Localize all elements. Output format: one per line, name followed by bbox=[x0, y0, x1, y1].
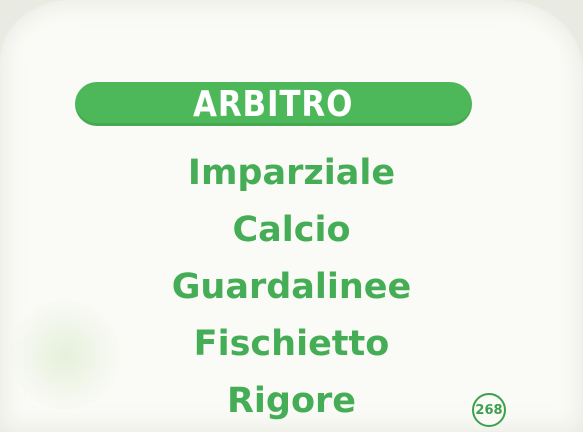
forbidden-word-2: Calcio bbox=[232, 210, 351, 250]
card-number-badge bbox=[472, 393, 506, 427]
forbidden-word-3: Guardalinee bbox=[171, 267, 412, 307]
forbidden-word-4: Fischietto bbox=[193, 324, 390, 364]
card-title-bar bbox=[75, 82, 472, 126]
forbidden-word-list bbox=[0, 145, 583, 430]
card-title: ARBITRO bbox=[193, 83, 354, 125]
card-number: 268 bbox=[475, 402, 503, 418]
forbidden-word-1: Imparziale bbox=[187, 153, 396, 193]
forbidden-word-5: Rigore bbox=[226, 381, 357, 421]
